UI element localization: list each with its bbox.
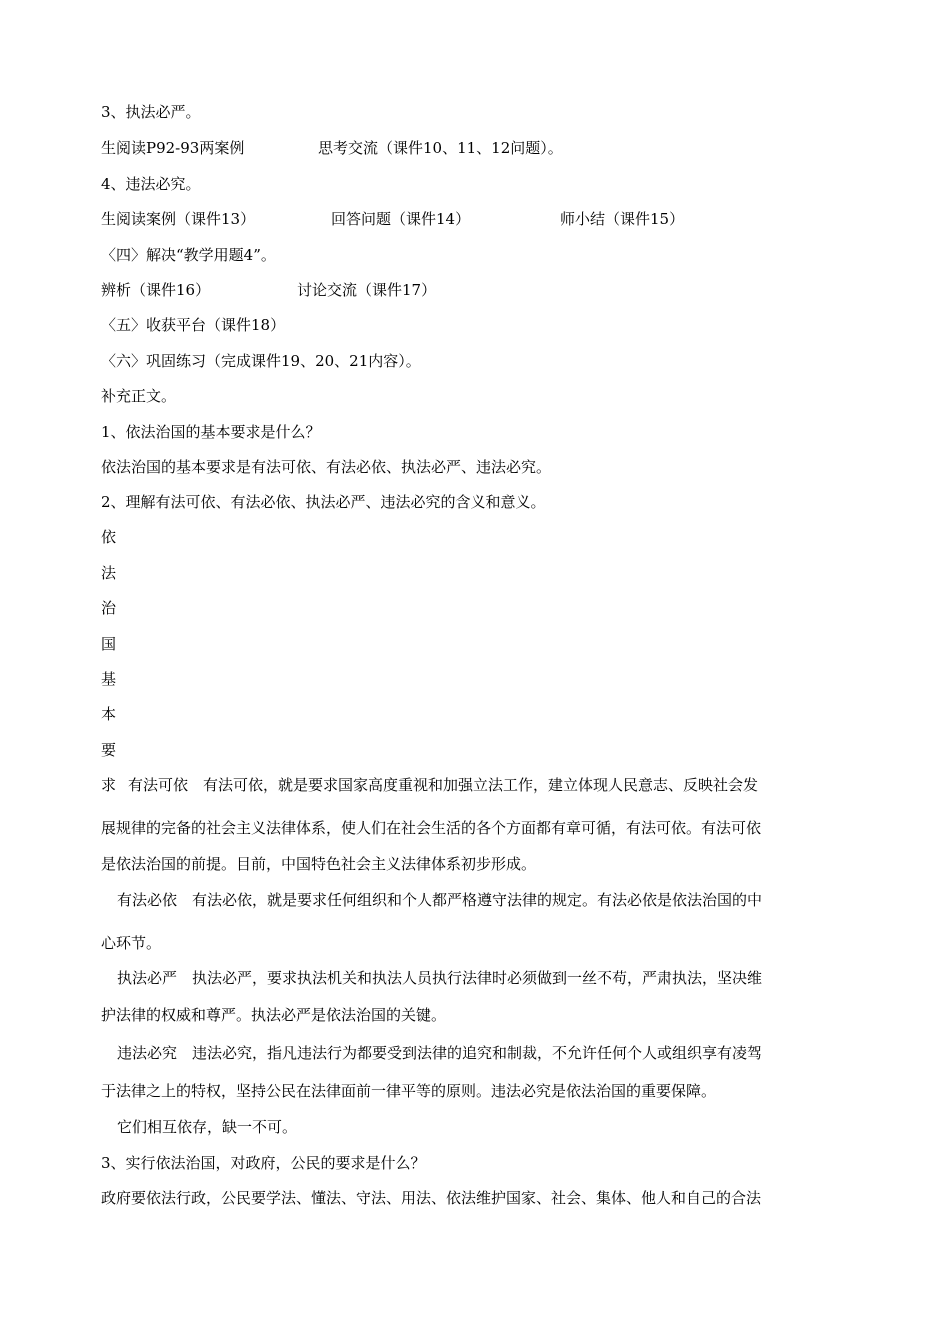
line-item: 〈六〉巩固练习（完成课件19、20、21内容）。 <box>101 352 421 370</box>
vertical-label-char: 国 <box>101 635 117 653</box>
section-term: 执法必严 <box>117 969 178 987</box>
answer-3: 政府要依法行政，公民要学法、懂法、守法、用法、依法维护国家、社会、集体、他人和自己的合法 <box>101 1189 762 1207</box>
line-item: 辨析（课件16） <box>101 281 211 299</box>
line-item: 3、执法必严。 <box>101 103 201 121</box>
line-item: 4、违法必究。 <box>101 175 201 193</box>
section-text: 展规律的完备的社会主义法律体系，使人们在社会生活的各个方面都有章可循，有法可依。有法可依 <box>101 819 762 837</box>
line-item: 〈五〉收获平台（课件18） <box>101 316 286 334</box>
section-row <box>117 890 762 910</box>
section-row <box>117 1043 762 1063</box>
vertical-label-char: 治 <box>101 599 117 617</box>
section-term: 违法必究 <box>117 1044 178 1062</box>
line-item: 生阅读P92-93两案例 <box>101 139 245 157</box>
vertical-label-char: 要 <box>101 741 117 759</box>
section-text: 有法可依，就是要求国家高度重视和加强立法工作，建立体现人民意志、反映社会发 <box>203 776 759 794</box>
section-text: 有法必依，就是要求任何组织和个人都严格遵守法律的规定。有法必依是依法治国的中 <box>192 891 763 909</box>
vertical-label-char: 法 <box>101 564 117 582</box>
question-2: 2、理解有法可依、有法必依、执法必严、违法必究的含义和意义。 <box>101 493 546 511</box>
vertical-label-char: 依 <box>101 528 117 546</box>
line-item: 师小结（课件15） <box>560 210 685 228</box>
section-term: 有法可依 <box>128 776 189 794</box>
line-item: 补充正文。 <box>101 387 177 405</box>
section-text: 执法必严，要求执法机关和执法人员执行法律时必须做到一丝不苟，严肃执法，坚决维 <box>192 969 763 987</box>
line-item: 生阅读案例（课件13） <box>101 210 256 228</box>
closing-line: 它们相互依存，缺一不可。 <box>117 1118 298 1136</box>
line-item: 回答问题（课件14） <box>331 210 471 228</box>
question-3: 3、实行依法治国，对政府，公民的要求是什么？ <box>101 1154 426 1172</box>
section-text: 护法律的权威和尊严。执法必严是依法治国的关键。 <box>101 1006 447 1024</box>
question-1: 1、依法治国的基本要求是什么？ <box>101 423 321 441</box>
line-item: 讨论交流（课件17） <box>297 281 437 299</box>
section-term: 有法必依 <box>117 891 178 909</box>
line-item: 思考交流（课件10、11、12问题）。 <box>318 139 563 157</box>
section-row <box>101 775 758 795</box>
section-text: 心环节。 <box>101 934 162 952</box>
answer-1: 依法治国的基本要求是有法可依、有法必依、执法必严、违法必究。 <box>101 458 552 476</box>
section-text: 于法律之上的特权，坚持公民在法律面前一律平等的原则。违法必究是依法治国的重要保障。 <box>101 1082 717 1100</box>
vertical-label-char: 基 <box>101 670 117 688</box>
line-item: 〈四〉解决“教学用题4”。 <box>101 246 276 264</box>
vertical-label-char: 本 <box>101 705 117 723</box>
section-text: 是依法治国的前提。目前，中国特色社会主义法律体系初步形成。 <box>101 855 537 873</box>
section-row <box>117 968 762 988</box>
section-text: 违法必究，指凡违法行为都要受到法律的追究和制裁，不允许任何个人或组织享有凌驾 <box>192 1044 763 1062</box>
vertical-label-char: 求 <box>101 776 117 794</box>
